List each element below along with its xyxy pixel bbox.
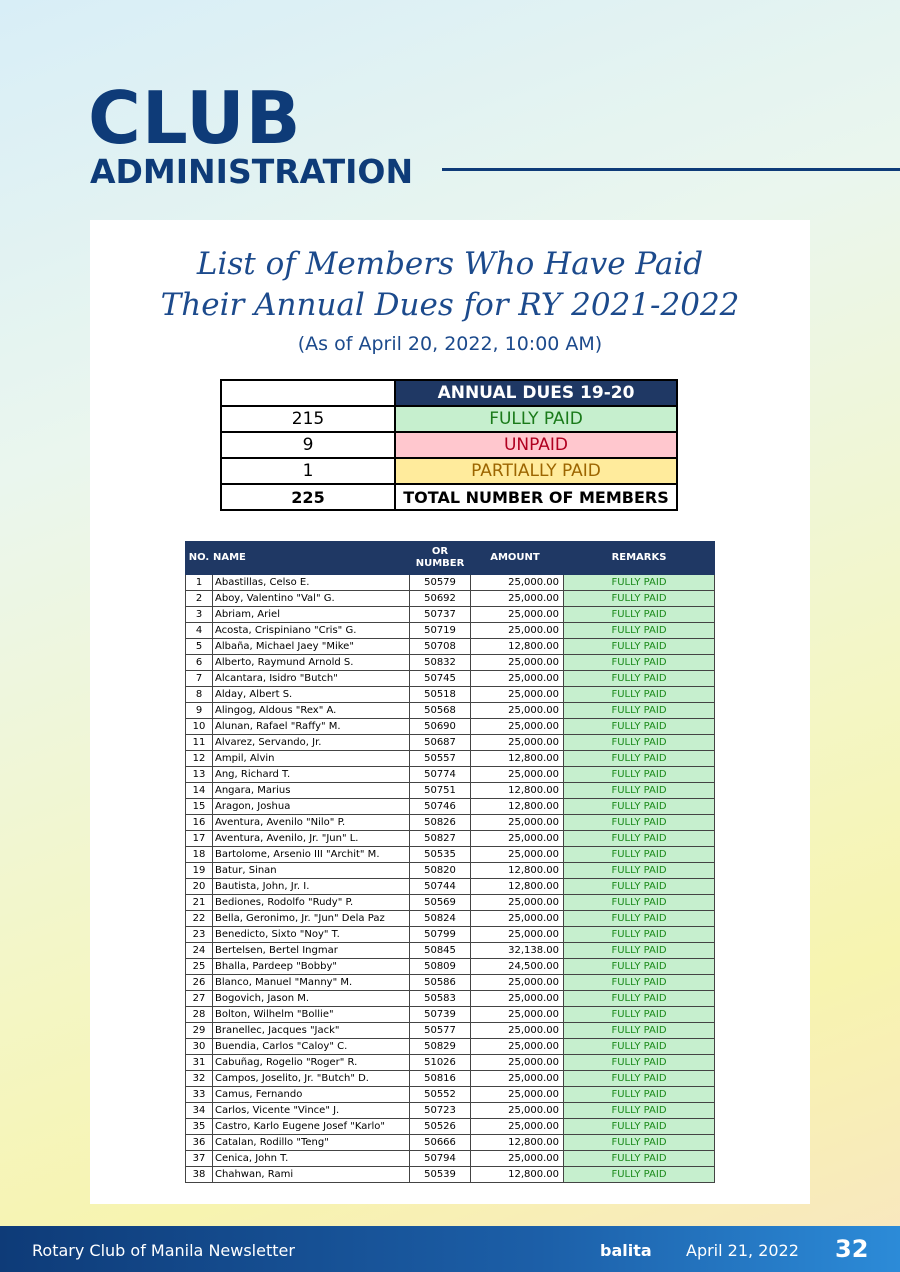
summary-count: 225 xyxy=(221,484,395,510)
member-or-number: 50535 xyxy=(410,847,471,863)
member-amount: 25,000.00 xyxy=(471,1055,564,1071)
member-no: 18 xyxy=(186,847,213,863)
member-amount: 25,000.00 xyxy=(471,735,564,751)
member-name: Catalan, Rodillo "Teng" xyxy=(213,1135,410,1151)
member-remarks: FULLY PAID xyxy=(564,991,715,1007)
list-title-line2: Their Annual Dues for RY 2021-2022 xyxy=(160,287,740,323)
member-remarks: FULLY PAID xyxy=(564,735,715,751)
list-subtitle: (As of April 20, 2022, 10:00 AM) xyxy=(297,333,603,355)
table-row xyxy=(186,1087,715,1103)
member-no: 17 xyxy=(186,831,213,847)
table-row xyxy=(186,1055,715,1071)
table-row xyxy=(186,751,715,767)
member-amount: 25,000.00 xyxy=(471,991,564,1007)
member-amount: 25,000.00 xyxy=(471,927,564,943)
member-amount: 25,000.00 xyxy=(471,1151,564,1167)
member-amount: 12,800.00 xyxy=(471,879,564,895)
member-amount: 32,138.00 xyxy=(471,943,564,959)
member-or-number: 50745 xyxy=(410,671,471,687)
member-or-number: 50746 xyxy=(410,799,471,815)
member-name: Chahwan, Rami xyxy=(213,1167,410,1183)
member-amount: 25,000.00 xyxy=(471,703,564,719)
member-or-number: 50687 xyxy=(410,735,471,751)
member-no: 22 xyxy=(186,911,213,927)
member-remarks: FULLY PAID xyxy=(564,1103,715,1119)
summary-label: FULLY PAID xyxy=(395,406,677,432)
member-remarks: FULLY PAID xyxy=(564,1135,715,1151)
member-amount: 25,000.00 xyxy=(471,847,564,863)
content-panel xyxy=(90,220,810,1204)
member-no: 37 xyxy=(186,1151,213,1167)
summary-row-unpaid xyxy=(221,432,677,458)
member-name: Acosta, Crispiniano "Cris" G. xyxy=(213,623,410,639)
table-row xyxy=(186,1023,715,1039)
member-remarks: FULLY PAID xyxy=(564,1167,715,1183)
member-remarks: FULLY PAID xyxy=(564,783,715,799)
member-name: Aboy, Valentino "Val" G. xyxy=(213,591,410,607)
member-or-number: 50719 xyxy=(410,623,471,639)
member-or-number: 50826 xyxy=(410,815,471,831)
member-remarks: FULLY PAID xyxy=(564,687,715,703)
member-name: Bertelsen, Bertel Ingmar xyxy=(213,943,410,959)
table-row xyxy=(186,911,715,927)
member-remarks: FULLY PAID xyxy=(564,911,715,927)
list-title-line1: List of Members Who Have Paid xyxy=(196,246,704,282)
member-or-number: 50583 xyxy=(410,991,471,1007)
member-remarks: FULLY PAID xyxy=(564,575,715,591)
member-name: Abastillas, Celso E. xyxy=(213,575,410,591)
member-or-number: 50794 xyxy=(410,1151,471,1167)
footer-page-number: 32 xyxy=(835,1235,869,1263)
member-or-number: 50832 xyxy=(410,655,471,671)
member-or-number: 50569 xyxy=(410,895,471,911)
members-table xyxy=(185,541,715,1183)
member-no: 33 xyxy=(186,1087,213,1103)
member-amount: 25,000.00 xyxy=(471,831,564,847)
member-no: 36 xyxy=(186,1135,213,1151)
table-row xyxy=(186,799,715,815)
member-amount: 25,000.00 xyxy=(471,607,564,623)
summary-row-partially-paid xyxy=(221,458,677,484)
member-name: Ang, Richard T. xyxy=(213,767,410,783)
member-no: 12 xyxy=(186,751,213,767)
member-or-number: 50737 xyxy=(410,607,471,623)
member-no: 35 xyxy=(186,1119,213,1135)
table-row xyxy=(186,687,715,703)
member-no: 4 xyxy=(186,623,213,639)
table-row xyxy=(186,1151,715,1167)
member-remarks: FULLY PAID xyxy=(564,703,715,719)
column-header-no: NO. xyxy=(186,542,213,575)
table-row xyxy=(186,767,715,783)
member-or-number: 50692 xyxy=(410,591,471,607)
table-row xyxy=(186,1119,715,1135)
member-amount: 25,000.00 xyxy=(471,1007,564,1023)
table-row xyxy=(186,927,715,943)
member-remarks: FULLY PAID xyxy=(564,655,715,671)
member-name: Cabuñag, Rogelio "Roger" R. xyxy=(213,1055,410,1071)
member-amount: 25,000.00 xyxy=(471,1023,564,1039)
member-remarks: FULLY PAID xyxy=(564,1023,715,1039)
member-amount: 25,000.00 xyxy=(471,1039,564,1055)
member-name: Cenica, John T. xyxy=(213,1151,410,1167)
member-no: 32 xyxy=(186,1071,213,1087)
member-no: 6 xyxy=(186,655,213,671)
table-row xyxy=(186,1135,715,1151)
summary-blank-cell xyxy=(221,380,395,406)
member-no: 3 xyxy=(186,607,213,623)
table-row xyxy=(186,831,715,847)
member-or-number: 50552 xyxy=(410,1087,471,1103)
member-amount: 25,000.00 xyxy=(471,1119,564,1135)
member-name: Aventura, Avenilo, Jr. "Jun" L. xyxy=(213,831,410,847)
member-name: Bartolome, Arsenio III "Archit" M. xyxy=(213,847,410,863)
member-no: 25 xyxy=(186,959,213,975)
member-amount: 25,000.00 xyxy=(471,719,564,735)
member-remarks: FULLY PAID xyxy=(564,639,715,655)
member-or-number: 50577 xyxy=(410,1023,471,1039)
table-row xyxy=(186,703,715,719)
column-header-or-line2: NUMBER xyxy=(415,558,465,569)
member-no: 7 xyxy=(186,671,213,687)
member-amount: 25,000.00 xyxy=(471,815,564,831)
member-amount: 12,800.00 xyxy=(471,751,564,767)
member-or-number: 50824 xyxy=(410,911,471,927)
member-remarks: FULLY PAID xyxy=(564,799,715,815)
table-row xyxy=(186,815,715,831)
table-row xyxy=(186,895,715,911)
summary-row-fully-paid xyxy=(221,406,677,432)
member-amount: 12,800.00 xyxy=(471,799,564,815)
member-no: 11 xyxy=(186,735,213,751)
member-remarks: FULLY PAID xyxy=(564,1087,715,1103)
table-row xyxy=(186,959,715,975)
member-no: 23 xyxy=(186,927,213,943)
member-or-number: 50809 xyxy=(410,959,471,975)
page-footer xyxy=(0,1226,900,1272)
table-row xyxy=(186,719,715,735)
column-header-name: NAME xyxy=(213,542,410,575)
member-no: 2 xyxy=(186,591,213,607)
section-title-club: CLUB xyxy=(88,76,302,160)
member-or-number: 50799 xyxy=(410,927,471,943)
member-remarks: FULLY PAID xyxy=(564,719,715,735)
table-row xyxy=(186,1007,715,1023)
member-name: Bautista, John, Jr. I. xyxy=(213,879,410,895)
member-amount: 25,000.00 xyxy=(471,911,564,927)
member-name: Aragon, Joshua xyxy=(213,799,410,815)
member-name: Alingog, Aldous "Rex" A. xyxy=(213,703,410,719)
summary-count: 1 xyxy=(221,458,395,484)
member-name: Camus, Fernando xyxy=(213,1087,410,1103)
member-amount: 12,800.00 xyxy=(471,1135,564,1151)
member-or-number: 50586 xyxy=(410,975,471,991)
member-amount: 12,800.00 xyxy=(471,863,564,879)
member-name: Bhalla, Pardeep "Bobby" xyxy=(213,959,410,975)
member-amount: 25,000.00 xyxy=(471,1087,564,1103)
member-remarks: FULLY PAID xyxy=(564,927,715,943)
member-or-number: 50820 xyxy=(410,863,471,879)
member-or-number: 50708 xyxy=(410,639,471,655)
member-amount: 25,000.00 xyxy=(471,975,564,991)
member-remarks: FULLY PAID xyxy=(564,671,715,687)
member-remarks: FULLY PAID xyxy=(564,591,715,607)
table-row xyxy=(186,639,715,655)
member-amount: 25,000.00 xyxy=(471,623,564,639)
table-row xyxy=(186,1167,715,1183)
table-row xyxy=(186,623,715,639)
member-name: Blanco, Manuel "Manny" M. xyxy=(213,975,410,991)
member-remarks: FULLY PAID xyxy=(564,623,715,639)
member-amount: 25,000.00 xyxy=(471,575,564,591)
members-table-body xyxy=(186,575,715,1183)
member-amount: 25,000.00 xyxy=(471,1071,564,1087)
member-name: Alvarez, Servando, Jr. xyxy=(213,735,410,751)
table-row xyxy=(186,655,715,671)
member-no: 1 xyxy=(186,575,213,591)
column-header-or-line1: OR xyxy=(431,546,449,557)
member-amount: 25,000.00 xyxy=(471,1103,564,1119)
member-name: Alunan, Rafael "Raffy" M. xyxy=(213,719,410,735)
member-remarks: FULLY PAID xyxy=(564,815,715,831)
member-or-number: 50690 xyxy=(410,719,471,735)
member-no: 38 xyxy=(186,1167,213,1183)
member-remarks: FULLY PAID xyxy=(564,751,715,767)
member-or-number: 50829 xyxy=(410,1039,471,1055)
table-row xyxy=(186,735,715,751)
member-or-number: 50666 xyxy=(410,1135,471,1151)
summary-header-row xyxy=(221,380,677,406)
member-no: 21 xyxy=(186,895,213,911)
table-row xyxy=(186,943,715,959)
member-amount: 25,000.00 xyxy=(471,655,564,671)
member-or-number: 50557 xyxy=(410,751,471,767)
table-row xyxy=(186,863,715,879)
member-or-number: 50518 xyxy=(410,687,471,703)
member-no: 19 xyxy=(186,863,213,879)
member-amount: 12,800.00 xyxy=(471,783,564,799)
member-name: Ampil, Alvin xyxy=(213,751,410,767)
member-name: Bella, Geronimo, Jr. "Jun" Dela Paz xyxy=(213,911,410,927)
member-no: 16 xyxy=(186,815,213,831)
column-header-or-number xyxy=(410,542,471,575)
member-name: Alday, Albert S. xyxy=(213,687,410,703)
member-or-number: 50845 xyxy=(410,943,471,959)
member-amount: 12,800.00 xyxy=(471,639,564,655)
member-amount: 25,000.00 xyxy=(471,767,564,783)
member-name: Abriam, Ariel xyxy=(213,607,410,623)
member-no: 9 xyxy=(186,703,213,719)
member-or-number: 50816 xyxy=(410,1071,471,1087)
member-name: Batur, Sinan xyxy=(213,863,410,879)
member-remarks: FULLY PAID xyxy=(564,1119,715,1135)
member-or-number: 50526 xyxy=(410,1119,471,1135)
header-divider xyxy=(442,168,900,171)
summary-table xyxy=(220,379,678,511)
member-no: 5 xyxy=(186,639,213,655)
member-no: 14 xyxy=(186,783,213,799)
table-row xyxy=(186,607,715,623)
member-amount: 25,000.00 xyxy=(471,895,564,911)
member-remarks: FULLY PAID xyxy=(564,847,715,863)
table-row xyxy=(186,671,715,687)
summary-label: TOTAL NUMBER OF MEMBERS xyxy=(395,484,677,510)
member-no: 8 xyxy=(186,687,213,703)
member-no: 24 xyxy=(186,943,213,959)
member-name: Angara, Marius xyxy=(213,783,410,799)
summary-count: 215 xyxy=(221,406,395,432)
member-no: 26 xyxy=(186,975,213,991)
member-name: Castro, Karlo Eugene Josef "Karlo" xyxy=(213,1119,410,1135)
member-remarks: FULLY PAID xyxy=(564,1071,715,1087)
member-or-number: 50744 xyxy=(410,879,471,895)
footer-newsletter-name: Rotary Club of Manila Newsletter xyxy=(32,1241,295,1260)
members-header-row xyxy=(186,542,715,575)
summary-header: ANNUAL DUES 19-20 xyxy=(395,380,677,406)
member-or-number: 50568 xyxy=(410,703,471,719)
member-name: Benedicto, Sixto "Noy" T. xyxy=(213,927,410,943)
member-remarks: FULLY PAID xyxy=(564,1039,715,1055)
member-no: 20 xyxy=(186,879,213,895)
member-remarks: FULLY PAID xyxy=(564,1055,715,1071)
member-no: 29 xyxy=(186,1023,213,1039)
footer-date: April 21, 2022 xyxy=(686,1241,799,1260)
member-or-number: 50579 xyxy=(410,575,471,591)
table-row xyxy=(186,1103,715,1119)
section-title-administration: ADMINISTRATION xyxy=(90,152,414,191)
summary-count: 9 xyxy=(221,432,395,458)
table-row xyxy=(186,975,715,991)
summary-label: UNPAID xyxy=(395,432,677,458)
member-remarks: FULLY PAID xyxy=(564,767,715,783)
member-remarks: FULLY PAID xyxy=(564,895,715,911)
member-no: 30 xyxy=(186,1039,213,1055)
member-or-number: 50539 xyxy=(410,1167,471,1183)
footer-publication: balita xyxy=(600,1241,652,1260)
table-row xyxy=(186,879,715,895)
column-header-remarks: REMARKS xyxy=(564,542,715,575)
member-no: 27 xyxy=(186,991,213,1007)
member-amount: 25,000.00 xyxy=(471,591,564,607)
member-name: Campos, Joselito, Jr. "Butch" D. xyxy=(213,1071,410,1087)
member-or-number: 50723 xyxy=(410,1103,471,1119)
member-remarks: FULLY PAID xyxy=(564,975,715,991)
member-remarks: FULLY PAID xyxy=(564,959,715,975)
member-or-number: 51026 xyxy=(410,1055,471,1071)
member-remarks: FULLY PAID xyxy=(564,1007,715,1023)
member-no: 15 xyxy=(186,799,213,815)
member-name: Bogovich, Jason M. xyxy=(213,991,410,1007)
member-remarks: FULLY PAID xyxy=(564,1151,715,1167)
table-row xyxy=(186,1071,715,1087)
member-or-number: 50751 xyxy=(410,783,471,799)
member-name: Carlos, Vicente "Vince" J. xyxy=(213,1103,410,1119)
summary-label: PARTIALLY PAID xyxy=(395,458,677,484)
column-header-amount: AMOUNT xyxy=(471,542,564,575)
member-amount: 25,000.00 xyxy=(471,687,564,703)
member-or-number: 50827 xyxy=(410,831,471,847)
table-row xyxy=(186,575,715,591)
member-remarks: FULLY PAID xyxy=(564,879,715,895)
table-row xyxy=(186,847,715,863)
member-name: Bediones, Rodolfo "Rudy" P. xyxy=(213,895,410,911)
member-remarks: FULLY PAID xyxy=(564,943,715,959)
member-remarks: FULLY PAID xyxy=(564,607,715,623)
member-amount: 24,500.00 xyxy=(471,959,564,975)
member-or-number: 50739 xyxy=(410,1007,471,1023)
member-name: Aventura, Avenilo "Nilo" P. xyxy=(213,815,410,831)
member-or-number: 50774 xyxy=(410,767,471,783)
member-no: 13 xyxy=(186,767,213,783)
member-no: 34 xyxy=(186,1103,213,1119)
member-name: Albaña, Michael Jaey "Mike" xyxy=(213,639,410,655)
table-row xyxy=(186,1039,715,1055)
member-name: Bolton, Wilhelm "Bollie" xyxy=(213,1007,410,1023)
member-remarks: FULLY PAID xyxy=(564,831,715,847)
table-row xyxy=(186,591,715,607)
member-amount: 12,800.00 xyxy=(471,1167,564,1183)
table-row xyxy=(186,991,715,1007)
member-no: 31 xyxy=(186,1055,213,1071)
table-row xyxy=(186,783,715,799)
member-name: Alberto, Raymund Arnold S. xyxy=(213,655,410,671)
member-amount: 25,000.00 xyxy=(471,671,564,687)
member-remarks: FULLY PAID xyxy=(564,863,715,879)
member-name: Branellec, Jacques "Jack" xyxy=(213,1023,410,1039)
summary-row-total xyxy=(221,484,677,510)
member-no: 28 xyxy=(186,1007,213,1023)
member-name: Alcantara, Isidro "Butch" xyxy=(213,671,410,687)
member-name: Buendia, Carlos "Caloy" C. xyxy=(213,1039,410,1055)
member-no: 10 xyxy=(186,719,213,735)
